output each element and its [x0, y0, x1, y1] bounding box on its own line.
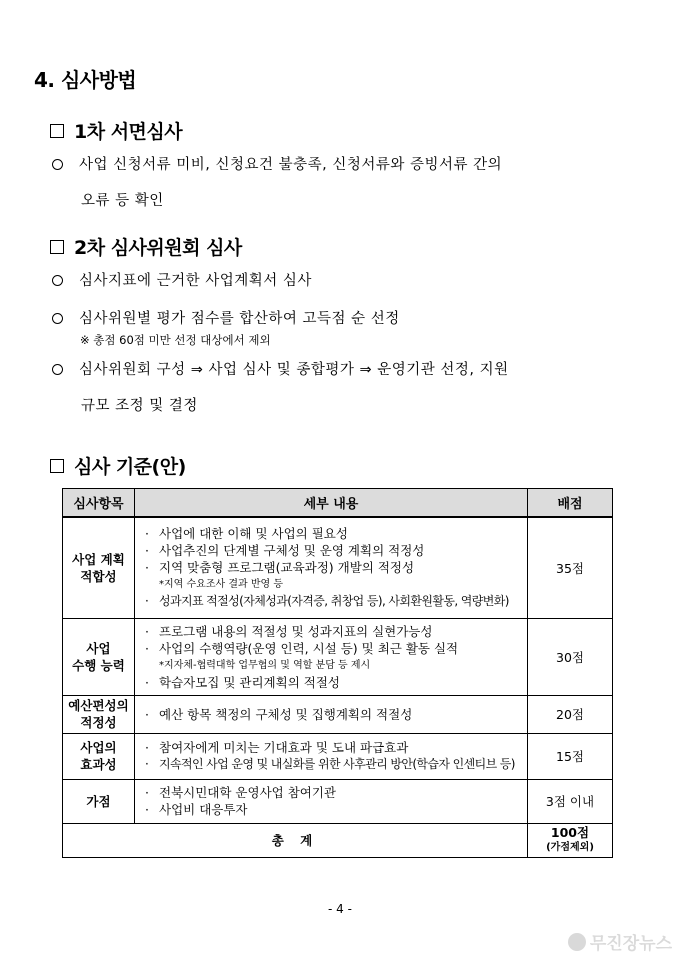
- table-row: [63, 618, 613, 695]
- total-points-value: 100점: [550, 825, 590, 840]
- watermark: [568, 929, 672, 954]
- category-line: 사업: [86, 640, 111, 656]
- checkbox-icon: [50, 124, 64, 138]
- row-points: 15점: [528, 733, 613, 779]
- table-row: [63, 733, 613, 779]
- category-line: 적합성: [80, 568, 117, 584]
- criteria-heading: [50, 452, 186, 479]
- step2-bullet-1: [52, 263, 627, 299]
- row-category: [63, 618, 135, 695]
- circle-bullet-icon: [52, 364, 63, 375]
- category-line: 적정성: [80, 715, 117, 730]
- watermark-logo-icon: [568, 933, 586, 951]
- table-total-row: [63, 823, 613, 857]
- detail-item: · 사업에 대한 이해 및 사업의 필요성: [145, 526, 348, 542]
- row-points: 20점: [528, 695, 613, 733]
- category-line: 가점: [86, 793, 111, 809]
- circle-bullet-icon: [52, 275, 63, 286]
- step2-note: ※ 총점 60점 미만 선정 대상에서 제외: [80, 333, 271, 347]
- watermark-text: 무진장뉴스: [589, 934, 672, 954]
- step2-bullet-3: [52, 352, 627, 424]
- detail-item: · 지속적인 사업 운영 및 내실화를 위한 사후관리 방안(학습자 인센티브 등): [145, 757, 515, 771]
- table-row: [63, 517, 613, 618]
- category-line: 수행 능력: [72, 657, 125, 673]
- table-row: [63, 695, 613, 733]
- header-detail: 세부 내용: [135, 489, 528, 518]
- detail-item: · 사업비 대응투자: [145, 802, 248, 817]
- table-header-row: [63, 489, 613, 518]
- detail-subnote: *지자체-협력대학 업무협의 및 역할 분담 등 제시: [159, 659, 371, 671]
- detail-item: · 학습자모집 및 관리계획의 적절성: [145, 674, 340, 690]
- page-number: - 4 -: [328, 902, 352, 916]
- step1-bullet: [52, 147, 627, 219]
- table-row: [63, 779, 613, 823]
- total-label: 총 계: [63, 823, 528, 857]
- detail-item: · 성과지표 적절성(자체성과(자격증, 취창업 등), 사회환원활동, 역량변화): [145, 594, 509, 609]
- total-points-note: (가점제외): [546, 842, 594, 853]
- row-category: [63, 517, 135, 618]
- step2-title: 2차 심사위원회 심사: [74, 237, 242, 259]
- step1-bullet-line1: 사업 신청서류 미비, 신청요건 불충족, 신청서류와 증빙서류 간의: [79, 157, 503, 173]
- circle-bullet-icon: [52, 159, 63, 170]
- detail-item: · 사업추진의 단계별 구체성 및 운영 계획의 적정성: [145, 543, 425, 559]
- step2-bullet-3-line2: 규모 조정 및 결정: [81, 398, 198, 414]
- step1-heading: [50, 117, 182, 144]
- detail-item: · 예산 항목 책정의 구체성 및 집행계획의 적절성: [145, 706, 413, 722]
- detail-item: · 지역 맞춤형 프로그램(교육과정) 개발의 적정성: [145, 560, 415, 576]
- step1-title: 1차 서면심사: [74, 121, 183, 143]
- category-line: 사업 계획: [72, 551, 125, 567]
- checkbox-icon: [50, 459, 64, 473]
- step2-bullet-1-text: 심사지표에 근거한 사업계획서 심사: [79, 273, 312, 289]
- detail-subnote: *지역 수요조사 결과 반영 등: [159, 579, 283, 591]
- step1-bullet-line2: 오류 등 확인: [81, 193, 164, 209]
- step2-bullet-3-line1: 심사위원회 구성 ⇒ 사업 심사 및 종합평가 ⇒ 운영기관 선정, 지원: [79, 362, 509, 378]
- row-points: 30점: [528, 618, 613, 695]
- category-line: 효과성: [80, 757, 117, 772]
- step2-heading: [50, 233, 242, 260]
- row-detail: [135, 779, 528, 823]
- category-line: 사업의: [80, 740, 117, 755]
- criteria-table: [62, 488, 613, 858]
- section-title: 4. 심사방법: [34, 68, 137, 92]
- row-category: [63, 695, 135, 733]
- row-category: [63, 733, 135, 779]
- criteria-title: 심사 기준(안): [74, 456, 186, 478]
- row-detail: [135, 517, 528, 618]
- row-detail: [135, 618, 528, 695]
- row-detail: [135, 695, 528, 733]
- detail-item: · 사업의 수행역량(운영 인력, 시설 등) 및 최근 활동 실적: [145, 640, 459, 656]
- category-line: 예산편성의: [68, 698, 129, 713]
- checkbox-icon: [50, 240, 64, 254]
- row-points: 35점: [528, 517, 613, 618]
- header-points: 배점: [528, 489, 613, 518]
- total-points: [528, 823, 613, 857]
- header-item: 심사항목: [63, 489, 135, 518]
- row-detail: [135, 733, 528, 779]
- row-points: 3점 이내: [528, 779, 613, 823]
- circle-bullet-icon: [52, 313, 63, 324]
- detail-item: · 프로그램 내용의 적절성 및 성과지표의 실현가능성: [145, 623, 433, 639]
- detail-item: · 전북시민대학 운영사업 참여기관: [145, 785, 336, 800]
- row-category: [63, 779, 135, 823]
- detail-item: · 참여자에게 미치는 기대효과 및 도내 파급효과: [145, 740, 409, 755]
- step2-bullet-2-text: 심사위원별 평가 점수를 합산하여 고득점 순 선정: [79, 311, 400, 327]
